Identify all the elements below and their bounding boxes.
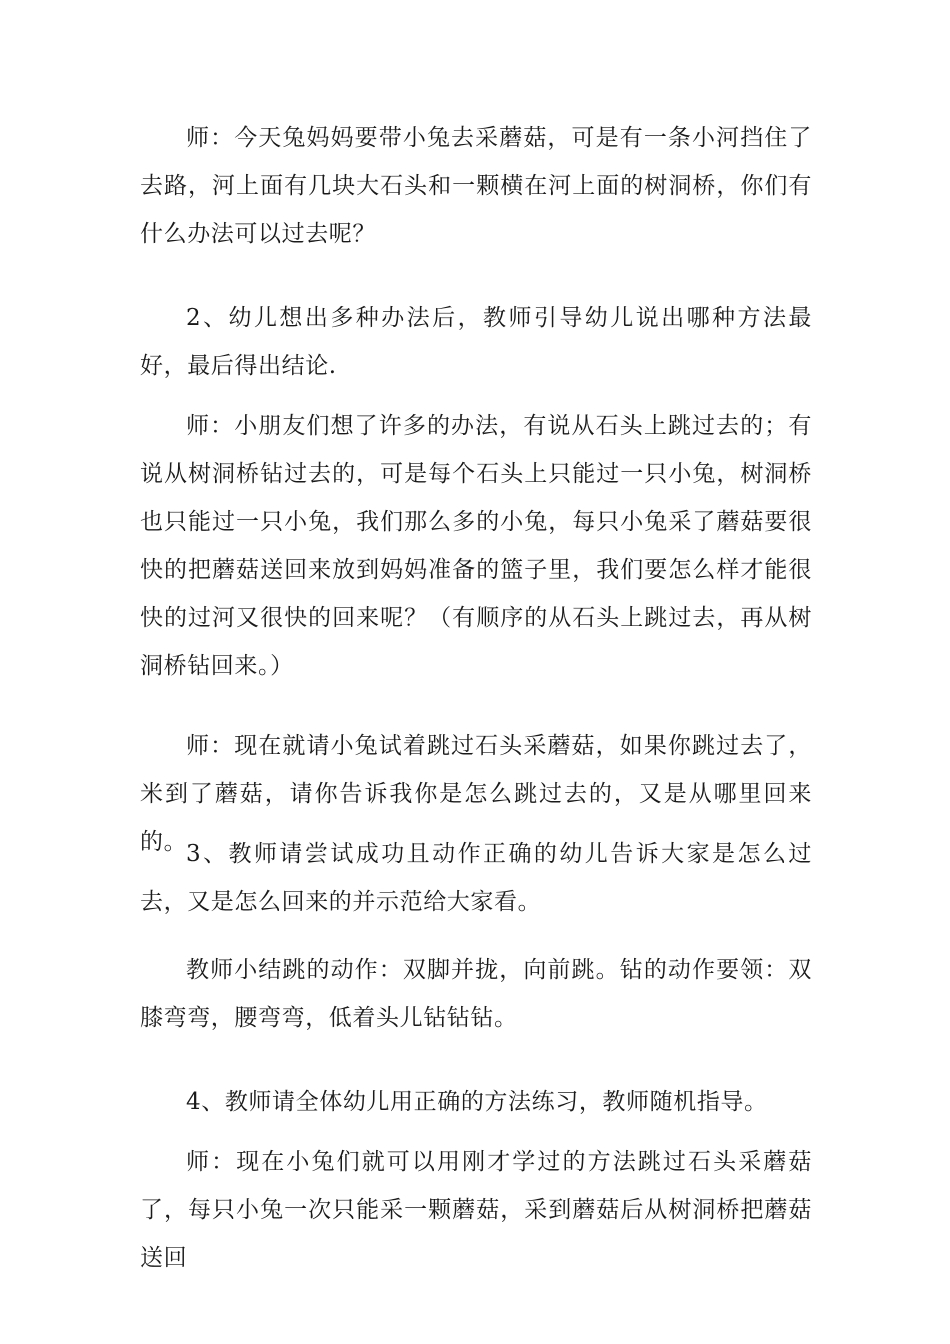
paragraph-step-3: 3、教师请尝试成功且动作正确的幼儿告诉大家是怎么过去，又是怎么回来的并示范给大家看。 bbox=[140, 841, 812, 915]
paragraph-step-4: 4、教师请全体幼儿用正确的方法练习，教师随机指导。 bbox=[186, 1089, 768, 1115]
paragraph-teacher-intro: 师：今天兔妈妈要带小兔去采蘑菇，可是有一条小河挡住了去路，河上面有几块大石头和一颗横在河上面的树洞桥，你们有什么办法可以过去呢？ bbox=[140, 125, 812, 247]
paragraph-teacher-methods: 师：小朋友们想了许多的办法，有说从石头上跳过去的；有说从树洞桥钻过去的，可是每个石头上只能过一只小兔，树洞桥也只能过一只小兔，我们那么多的小兔，每只小兔采了蘑菇要很快的把蘑菇送回来放到妈妈准备的篮子里，我们要怎么样才能很快的过河又很快的回来呢？（有顺序的从石头上跳过去，再从树洞桥钻回来。） bbox=[140, 413, 812, 679]
paragraph-teacher-try: 师：现在就请小兔试着跳过石头采蘑菇，如果你跳过去了，米到了蘑菇，请你告诉我你是怎么跳过去的，又是从哪里回来的。 bbox=[140, 733, 812, 855]
paragraph-teacher-summary: 教师小结跳的动作：双脚并拢，向前跳。钻的动作要领：双膝弯弯，腰弯弯，低着头儿钻钻钻。 bbox=[140, 957, 812, 1031]
paragraph-step-2: 2、幼儿想出多种办法后，教师引导幼儿说出哪种方法最好，最后得出结论. bbox=[140, 305, 812, 379]
paragraph-teacher-practice: 师：现在小兔们就可以用刚才学过的方法跳过石头采蘑菇了，每只小兔一次只能采一颗蘑菇，采到蘑菇后从树洞桥把蘑菇送回 bbox=[140, 1149, 812, 1271]
